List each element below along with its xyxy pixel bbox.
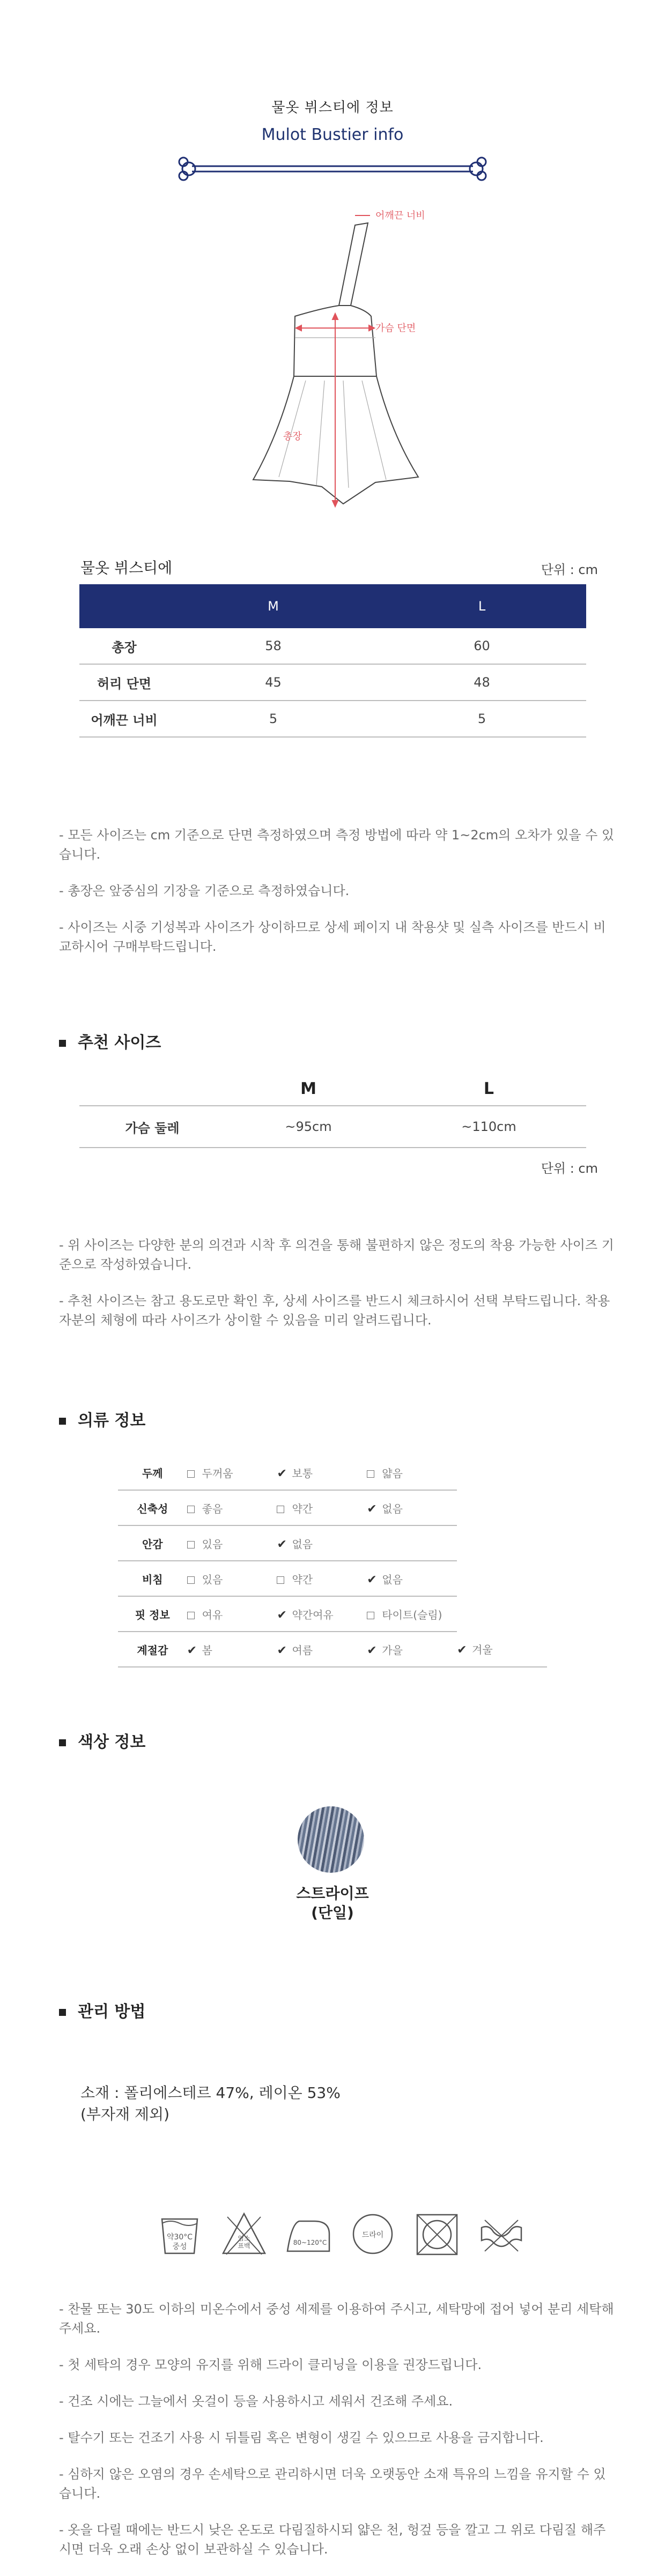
row-label: 안감 [118, 1525, 187, 1561]
note-text: - 총장은 앞중심의 기장을 기준으로 측정하였습니다. [59, 883, 350, 898]
option-checked [277, 1525, 367, 1561]
rec-col-header: M [300, 1079, 316, 1098]
note-text: - 옷을 다릴 때에는 반드시 낮은 온도로 다림질하시되 얇은 천, 헝겊 등을 깔고 그 위로 다림질 해주시면 더욱 오래 손상 없이 보관하실 수 있습니다. [59, 2522, 606, 2557]
option-checked [367, 1490, 457, 1525]
option-label: 여름 [292, 1643, 313, 1657]
shoulder-label: 어깨끈 너비 [375, 210, 425, 221]
table-cell: 60 [378, 628, 586, 664]
note-text: - 사이즈는 시중 기성복과 사이즈가 상이하므로 상세 페이지 내 착용샷 및 실측 사이즈를 반드시 비교하시어 구매부탁드립니다. [59, 920, 606, 954]
row-label: 신축성 [118, 1490, 187, 1525]
checkbox-icon [187, 1612, 195, 1619]
checkmark-icon: ✔ [187, 1643, 197, 1657]
color-name [0, 1884, 665, 1923]
checkbox-icon [367, 1470, 374, 1478]
size-table-header [79, 584, 586, 628]
note-text: - 심하지 않은 오염의 경우 손세탁으로 관리하시면 더욱 오랫동안 소재 특유의 느낌을 유지할 수 있습니다. [59, 2467, 606, 2501]
row-label: 두께 [118, 1455, 187, 1490]
care-notes [59, 2299, 617, 2576]
iron-icon [284, 2208, 332, 2260]
svg-text:염소: 염소 [238, 2235, 250, 2242]
option-label: 얇음 [382, 1466, 403, 1480]
checkbox-icon [277, 1506, 284, 1513]
note-text: - 찬물 또는 30도 이하의 미온수에서 중성 세제를 이용하여 주시고, 세탁망에 접어 넣어 분리 세탁해 주세요. [59, 2302, 614, 2336]
dry-clean-icon [349, 2208, 397, 2260]
table-row [118, 1455, 547, 1490]
note-text: - 첫 세탁의 경우 모양의 유지를 위해 드라이 클리닝을 이용을 권장드립니다. [59, 2357, 482, 2372]
row-label: 가슴 둘레 [79, 1106, 225, 1148]
table-cell: 5 [378, 701, 586, 737]
note-text: - 추천 사이즈는 참고 용도로만 확인 후, 상세 사이즈를 반드시 체크하시어 선택 부탁드립니다. 착용자분의 체형에 따라 사이즈가 상이할 수 있음을 미리 알려드립니다. [59, 1293, 610, 1328]
option-label: 두꺼움 [202, 1466, 233, 1480]
color-heading [59, 1729, 145, 1752]
recommend-unit: 단위 : cm [541, 1161, 598, 1176]
table-row [79, 701, 586, 737]
note-text: - 건조 시에는 그늘에서 옷걸이 등을 사용하시고 세워서 건조해 주세요. [59, 2394, 453, 2409]
fabric-heading [59, 1407, 145, 1431]
option-unchecked [367, 1596, 457, 1632]
note-text: - 모든 사이즈는 cm 기준으로 단면 측정하였으며 측정 방법에 따라 약 1~2cm의 오차가 있을 수 있습니다. [59, 828, 615, 862]
option-label: 없음 [292, 1537, 313, 1551]
care-icons [156, 2208, 531, 2267]
checkbox-icon [187, 1541, 195, 1548]
option-checked [277, 1455, 367, 1490]
color-name-line: (단일) [311, 1904, 354, 1922]
option-label: 없음 [382, 1573, 403, 1586]
size-notes [59, 825, 617, 973]
recommend-notes [59, 1235, 617, 1347]
row-label: 핏 정보 [118, 1596, 187, 1632]
option-label: 없음 [382, 1502, 403, 1515]
row-label: 비침 [118, 1561, 187, 1596]
checkbox-icon [187, 1506, 195, 1513]
size-table [79, 584, 586, 738]
svg-text:중성: 중성 [172, 2243, 187, 2251]
option-unchecked [187, 1596, 277, 1632]
checkmark-icon: ✔ [457, 1643, 467, 1657]
checkbox-icon [187, 1470, 195, 1478]
svg-text:약30°C: 약30°C [166, 2233, 193, 2242]
option-label: 약간여유 [292, 1608, 334, 1621]
checkmark-icon: ✔ [367, 1573, 377, 1587]
option-label: 가을 [382, 1643, 403, 1657]
option-unchecked [187, 1455, 277, 1490]
hand-wash-icon [156, 2208, 204, 2260]
option-label: 약간 [292, 1573, 313, 1586]
no-bleach-icon [220, 2208, 268, 2260]
table-cell: 45 [169, 664, 378, 701]
size-col-header [79, 584, 169, 628]
section-title: 관리 방법 [78, 2002, 146, 2021]
table-row [118, 1561, 547, 1596]
option-label: 보통 [292, 1466, 313, 1480]
checkbox-icon [277, 1576, 284, 1584]
bullet-square-icon [59, 2009, 66, 2016]
chest-label: 가슴 단면 [375, 323, 416, 334]
table-row [118, 1525, 547, 1561]
material-line: 소재 : 폴리에스테르 47%, 레이온 53% [80, 2084, 341, 2102]
no-wring-icon [477, 2208, 526, 2260]
svg-text:표백: 표백 [238, 2242, 250, 2250]
note-text: - 탈수기 또는 건조기 사용 시 뒤틀림 혹은 변형이 생길 수 있으므로 사용을 금지합니다. [59, 2430, 544, 2445]
table-row [118, 1490, 547, 1525]
option-label: 좋음 [202, 1502, 223, 1515]
page-subtitle: Mulot Bustier info [261, 125, 404, 144]
recommend-table [79, 1072, 586, 1148]
fabric-table [118, 1455, 547, 1667]
option-label: 있음 [202, 1537, 223, 1551]
option-unchecked [187, 1525, 277, 1561]
svg-text:드라이: 드라이 [361, 2231, 384, 2239]
option-checked [277, 1632, 367, 1667]
option-unchecked [277, 1561, 367, 1596]
table-cell: 5 [169, 701, 378, 737]
length-label: 총장 [283, 431, 302, 442]
rope-divider-icon [177, 150, 488, 188]
option-label: 있음 [202, 1573, 223, 1586]
table-cell: ~95cm [225, 1106, 391, 1148]
option-label: 겨울 [472, 1643, 493, 1656]
rec-col-header [79, 1072, 225, 1106]
empty-cell [367, 1525, 457, 1561]
care-heading [59, 1998, 145, 2022]
option-checked [367, 1632, 457, 1667]
size-unit: 단위 : cm [541, 562, 598, 577]
bullet-square-icon [59, 1739, 66, 1746]
section-title: 의류 정보 [78, 1411, 146, 1430]
option-label: 봄 [202, 1643, 212, 1657]
row-label: 허리 단면 [79, 664, 169, 701]
table-row [79, 664, 586, 701]
table-row [118, 1596, 547, 1632]
option-label: 약간 [292, 1502, 313, 1515]
recommend-heading [59, 1029, 161, 1053]
rec-col-header: L [483, 1079, 494, 1098]
option-checked [277, 1596, 367, 1632]
size-col-header: L [378, 584, 586, 628]
row-label: 총장 [79, 628, 169, 664]
option-unchecked [367, 1455, 457, 1490]
row-label: 계절감 [118, 1632, 187, 1667]
table-row [118, 1632, 547, 1667]
checkmark-icon: ✔ [367, 1502, 377, 1516]
option-unchecked [187, 1561, 277, 1596]
bullet-square-icon [59, 1040, 66, 1047]
table-row [79, 628, 586, 664]
size-table-heading: 물옷 뷔스티에 [80, 559, 173, 577]
bustier-diagram [215, 209, 467, 525]
section-title: 추천 사이즈 [78, 1033, 161, 1052]
option-checked [367, 1561, 457, 1596]
checkmark-icon: ✔ [277, 1537, 287, 1551]
bullet-square-icon [59, 1418, 66, 1425]
checkmark-icon: ✔ [277, 1608, 287, 1622]
checkmark-icon: ✔ [277, 1643, 287, 1657]
note-text: - 위 사이즈는 다양한 분의 의견과 시착 후 의견을 통해 불편하지 않은 정도의 착용 가능한 사이즈 기준으로 작성하였습니다. [59, 1238, 614, 1272]
size-col-header: M [169, 584, 378, 628]
checkbox-icon [367, 1612, 374, 1619]
color-name-line: 스트라이프 [296, 1885, 369, 1902]
table-cell: ~110cm [391, 1106, 586, 1148]
option-unchecked [277, 1490, 367, 1525]
option-checked [457, 1632, 547, 1667]
section-title: 색상 정보 [78, 1733, 146, 1752]
table-cell: 48 [378, 664, 586, 701]
option-unchecked [187, 1490, 277, 1525]
checkmark-icon: ✔ [367, 1643, 377, 1657]
page-title: 물옷 뷔스티에 정보 [271, 100, 394, 116]
option-label: 여유 [202, 1608, 223, 1621]
checkmark-icon: ✔ [277, 1466, 287, 1480]
color-swatch-stripe [298, 1806, 364, 1873]
option-label: 타이트(슬림) [382, 1608, 442, 1621]
material-line: (부자재 제외) [80, 2105, 169, 2123]
svg-text:80~120°C: 80~120°C [293, 2239, 327, 2246]
table-row [79, 1106, 586, 1148]
material-info [80, 2082, 341, 2125]
checkbox-icon [187, 1576, 195, 1584]
option-checked [187, 1632, 277, 1667]
table-cell: 58 [169, 628, 378, 664]
no-tumble-dry-icon [413, 2208, 461, 2260]
row-label: 어깨끈 너비 [79, 701, 169, 737]
